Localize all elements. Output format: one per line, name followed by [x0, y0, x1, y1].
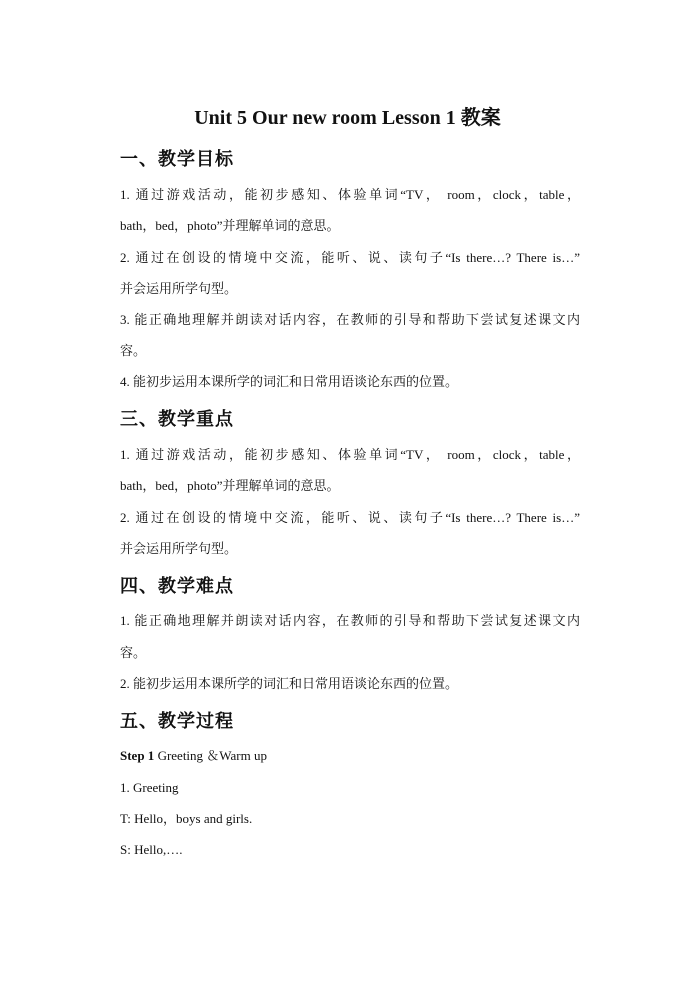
key-points-line: bath，bed，photo”并理解单词的意思。: [120, 478, 340, 493]
key-points-line: 2. 通过在创设的情境中交流，能听、说、读句子“Is there…? There is…”: [120, 510, 580, 525]
process-line: S: Hello,….: [120, 842, 183, 857]
difficulties-line: 2. 能初步运用本课所学的词汇和日常用语谈论东西的位置。: [120, 676, 459, 691]
objectives-line: 4. 能初步运用本课所学的词汇和日常用语谈论东西的位置。: [120, 374, 459, 389]
section-heading-difficulties: 四、教学难点: [120, 576, 234, 596]
objectives-line: 容。: [120, 343, 147, 358]
step-label: Step 1: [120, 748, 155, 763]
objectives-line: 3. 能正确地理解并朗读对话内容，在教师的引导和帮助下尝试复述课文内: [120, 312, 580, 327]
section-heading-key-points: 三、教学重点: [120, 409, 234, 429]
difficulties-line: 容。: [120, 645, 147, 660]
process-line: 1. Greeting: [120, 780, 179, 795]
section-heading-process: 五、教学过程: [120, 711, 234, 731]
step-line: [120, 746, 580, 766]
objectives-line: 2. 通过在创设的情境中交流，能听、说、读句子“Is there…? There is…”: [120, 250, 580, 265]
key-points-line: 并会运用所学句型。: [120, 541, 238, 556]
objectives-line: bath，bed，photo”并理解单词的意思。: [120, 218, 340, 233]
objectives-line: 并会运用所学句型。: [120, 281, 238, 296]
difficulties-line: 1. 能正确地理解并朗读对话内容，在教师的引导和帮助下尝试复述课文内: [120, 613, 580, 628]
document-title: Unit 5 Our new room Lesson 1 教案: [194, 107, 501, 129]
key-points-line: 1. 通过游戏活动，能初步感知、体验单词“TV， room，clock，table，: [120, 447, 580, 462]
step-title: Greeting ＆Warm up: [154, 748, 267, 763]
objectives-line: 1. 通过游戏活动，能初步感知、体验单词“TV， room，clock，table，: [120, 187, 580, 202]
process-line: T: Hello，boys and girls.: [120, 811, 253, 826]
section-heading-objectives: 一、教学目标: [120, 149, 234, 169]
